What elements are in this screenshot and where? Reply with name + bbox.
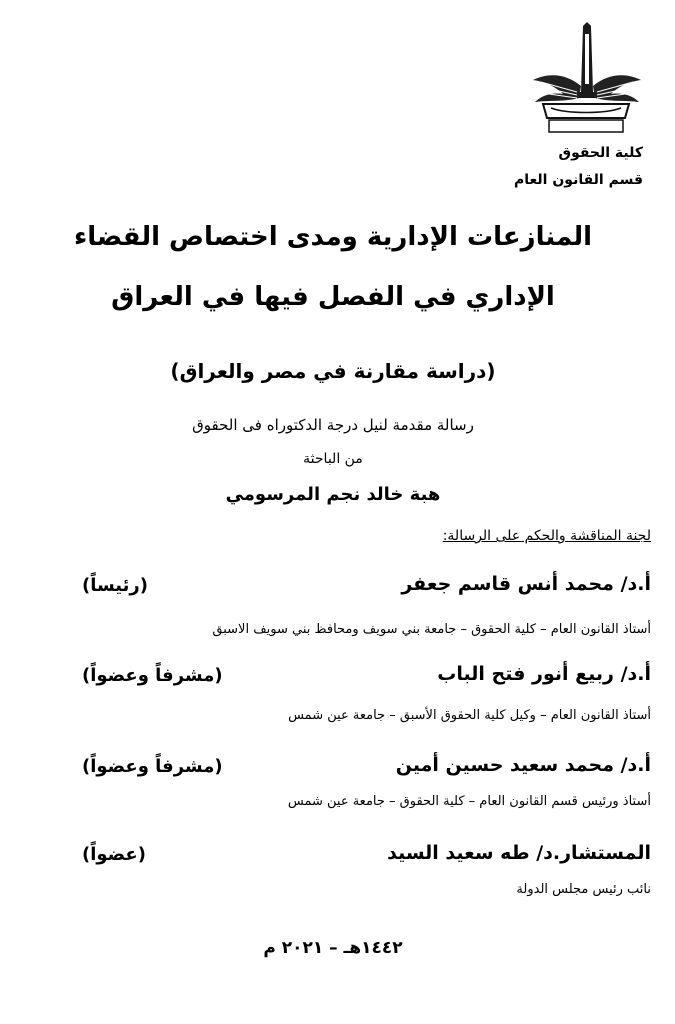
committee-member-description: أستاذ القانون العام – وكيل كلية الحقوق الأسبق – جامعة عين شمس [288, 708, 651, 723]
committee-member-name: أ.د/ محمد سعيد حسين أمين [395, 754, 651, 776]
department-name: قسم القانون العام [514, 172, 643, 188]
committee-member-name: المستشار.د/ طه سعيد السيد [387, 842, 651, 864]
committee-member-name: أ.د/ محمد أنس قاسم جعفر [401, 573, 651, 595]
thesis-title-line-2: الإداري في الفصل فيها في العراق [111, 282, 555, 312]
faculty-name: كلية الحقوق [558, 145, 643, 161]
committee-member-description: أستاذ ورئيس قسم القانون العام – كلية الحقوق – جامعة عين شمس [287, 794, 651, 809]
committee-member-role: (عضواً) [82, 844, 146, 865]
researcher-name: هبة خالد نجم المرسومي [225, 484, 441, 505]
degree-note: رسالة مقدمة لنيل درجة الدكتوراه فى الحقوق [192, 416, 474, 434]
by-researcher-label: من الباحثة [303, 451, 363, 467]
committee-heading: لجنة المناقشة والحكم على الرسالة: [442, 528, 651, 544]
committee-member-description: نائب رئيس مجلس الدولة [516, 882, 651, 897]
university-emblem-icon [527, 22, 645, 134]
date-line: ١٤٤٢هـ – ٢٠٢١ م [263, 938, 403, 958]
committee-member-role: (رئيساً) [82, 575, 148, 596]
committee-member-description: أستاذ القانون العام – كلية الحقوق – جامعة بني سويف ومحافظ بني سويف الاسبق [212, 622, 651, 637]
committee-member-role: (مشرفاً وعضواً) [82, 665, 223, 686]
committee-member-name: أ.د/ ربيع أنور فتح الباب [437, 663, 651, 685]
thesis-title-line-1: المنازعات الإدارية ومدى اختصاص القضاء [73, 222, 593, 252]
committee-member-role: (مشرفاً وعضواً) [82, 756, 223, 777]
thesis-subtitle: (دراسة مقارنة في مصر والعراق) [170, 359, 496, 383]
